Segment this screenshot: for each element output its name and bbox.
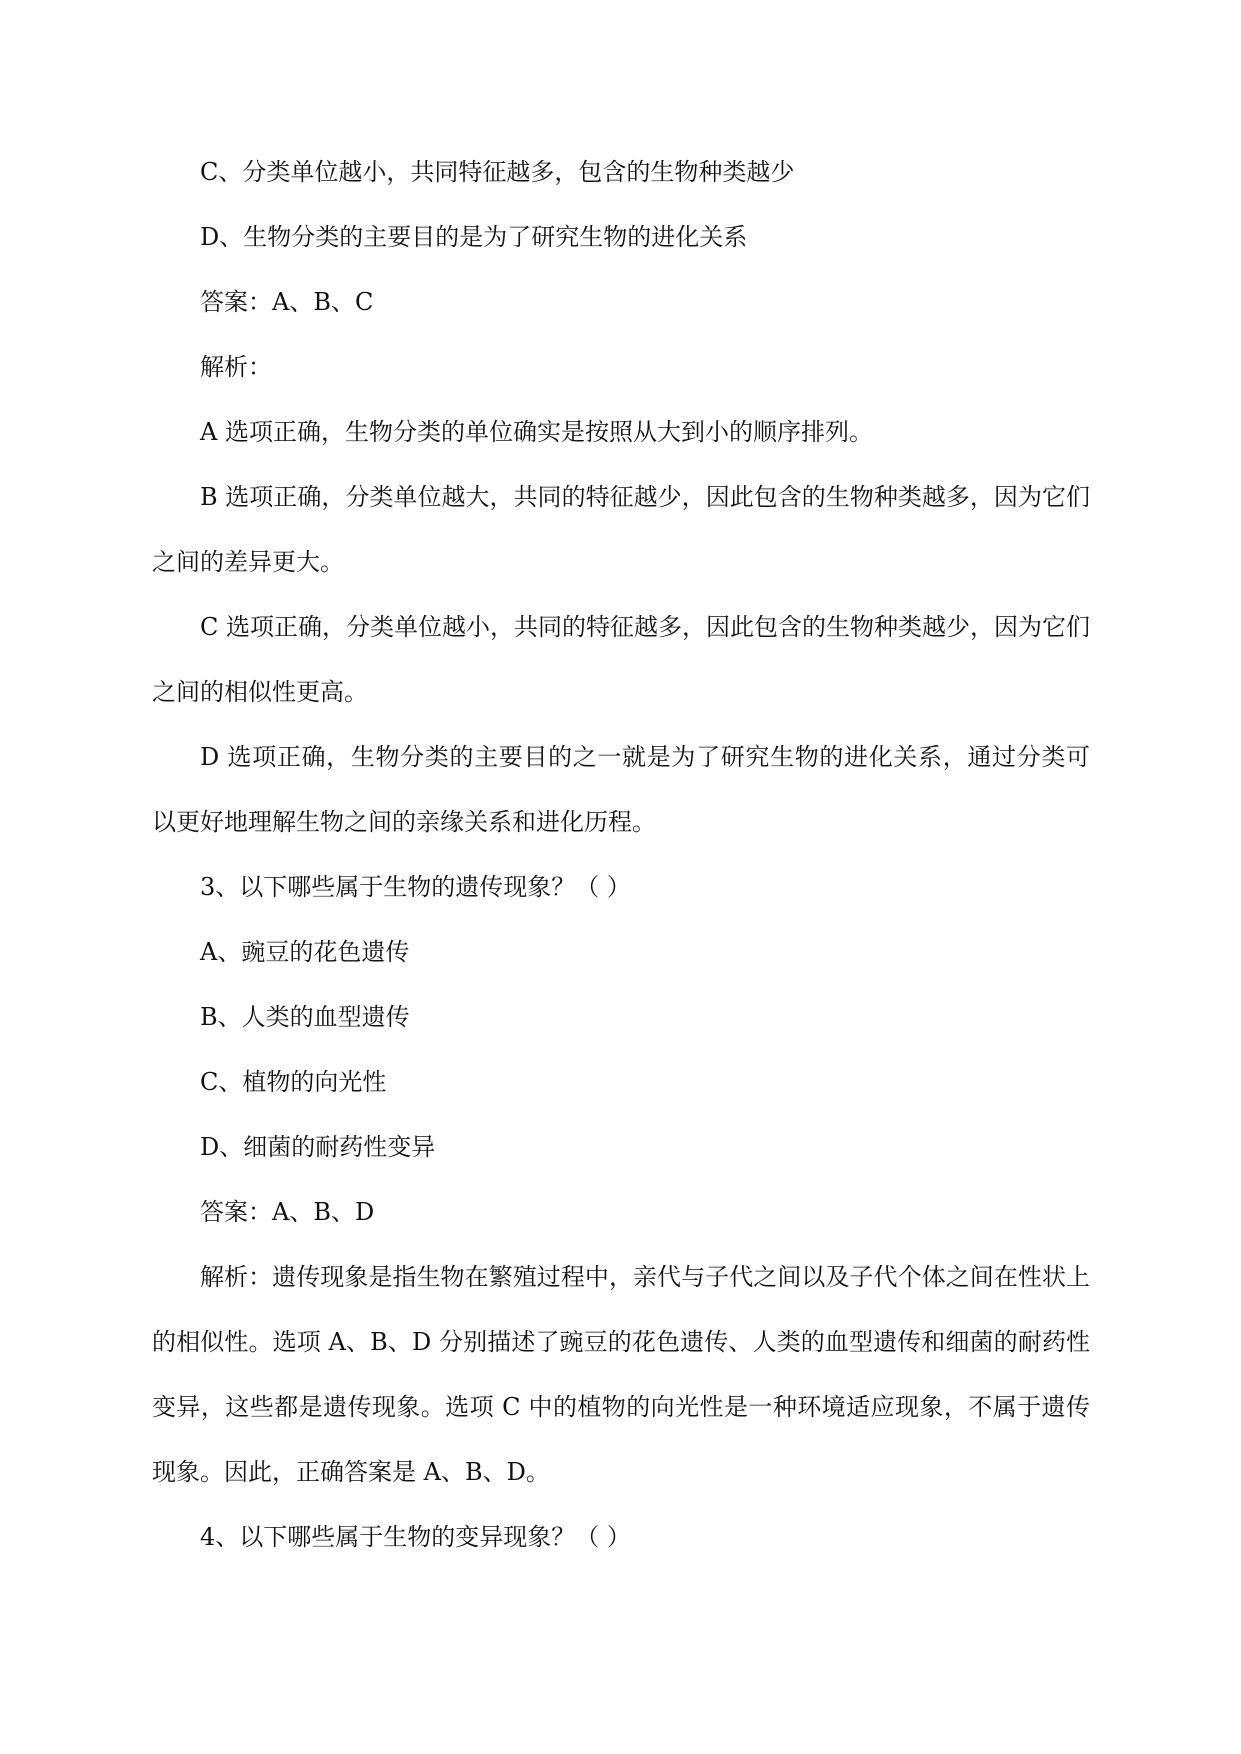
question-3: 3、以下哪些属于生物的遗传现象？（ ） <box>200 873 631 901</box>
analysis-a: A 选项正确，生物分类的单位确实是按照从大到小的顺序排列。 <box>200 418 873 446</box>
q3-analysis: 解析：遗传现象是指生物在繁殖过程中，亲代与子代之间以及子代个体之间在性状上的相似性。选项 A、B、D 分别描述了豌豆的花色遗传、人类的血型遗传和细菌的耐药性变异，这些都是遗传现象。选项 C 中的植物的向光性是一种环境适应现象，不属于遗传现象。因此，正确答案是 A、B、D。 <box>152 1263 1090 1486</box>
q3-option-a: A、豌豆的花色遗传 <box>200 938 410 966</box>
document-body <box>152 140 1090 1570</box>
analysis-b: B 选项正确，分类单位越大，共同的特征越少，因此包含的生物种类越多，因为它们之间的差异更大。 <box>152 483 1090 576</box>
analysis-heading: 解析： <box>200 353 272 381</box>
q3-option-c: C、植物的向光性 <box>200 1068 387 1096</box>
q3-answer: 答案：A、B、D <box>200 1198 375 1226</box>
analysis-c: C 选项正确，分类单位越小，共同的特征越多，因此包含的生物种类越少，因为它们之间的相似性更高。 <box>152 613 1090 706</box>
analysis-d: D 选项正确，生物分类的主要目的之一就是为了研究生物的进化关系，通过分类可以更好地理解生物之间的亲缘关系和进化历程。 <box>152 743 1090 836</box>
answer-line: 答案：A、B、C <box>200 288 374 316</box>
option-d-line: D、生物分类的主要目的是为了研究生物的进化关系 <box>200 223 748 251</box>
q3-option-d: D、细菌的耐药性变异 <box>200 1133 436 1161</box>
q3-option-b: B、人类的血型遗传 <box>200 1003 410 1031</box>
question-4: 4、以下哪些属于生物的变异现象？（ ） <box>200 1523 631 1551</box>
option-c-line: C、分类单位越小，共同特征越多，包含的生物种类越少 <box>200 158 795 186</box>
